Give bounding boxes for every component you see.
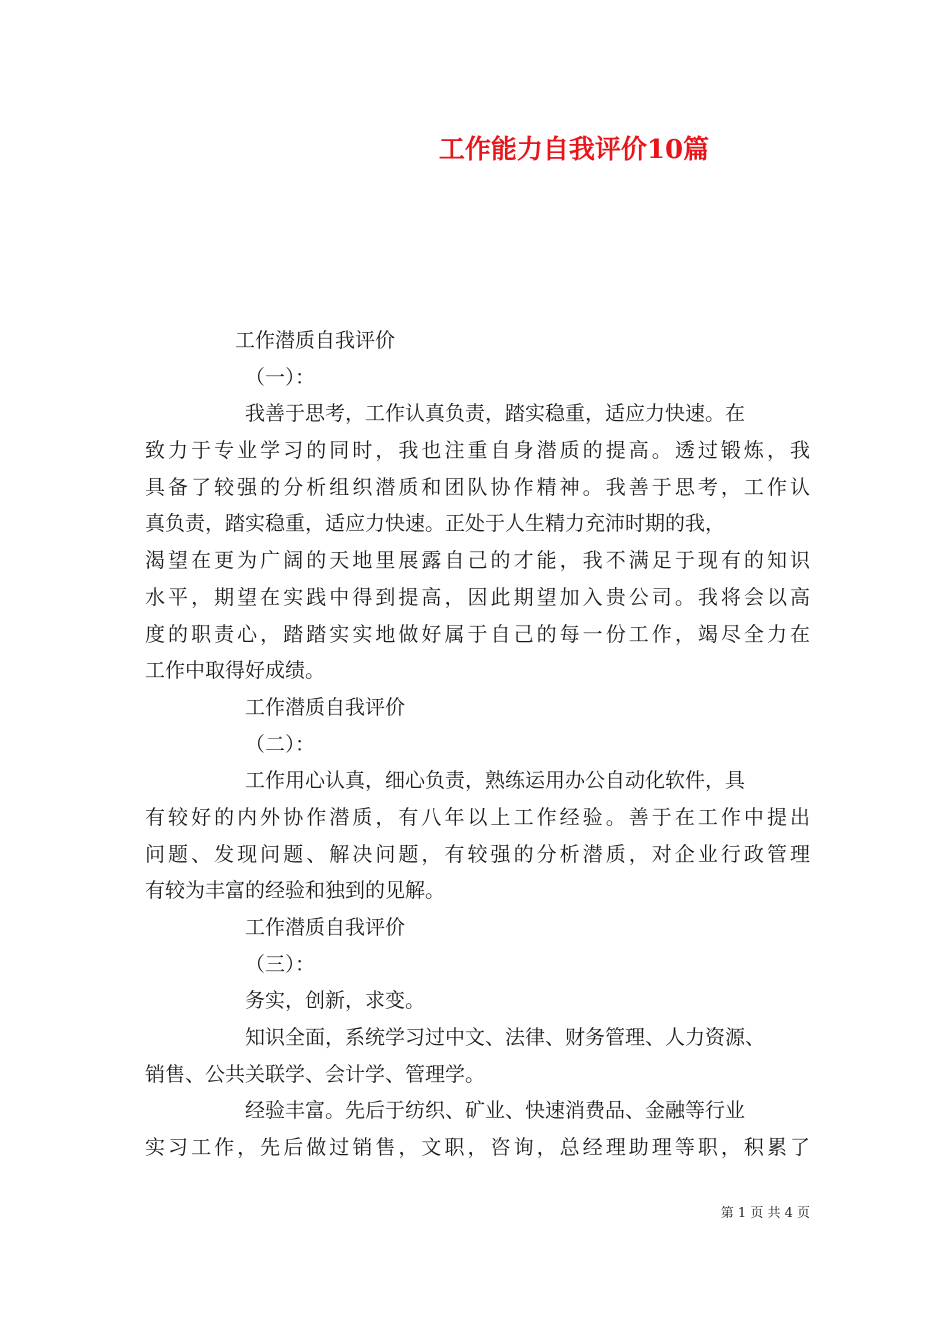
section-heading: 工作潜质自我评价 [245,694,405,719]
paragraph-line: 渴望在更为广阔的天地里展露自己的才能，我不满足于现有的知识 [145,548,810,573]
page-indicator: 第 1 页 共 4 页 [720,1206,810,1221]
paragraph-line: 销售、公共关联学、会计学、管理学。 [145,1061,485,1086]
section-number: （三）： [245,951,315,976]
paragraph-line: 真负责，踏实稳重，适应力快速。正处于人生精力充沛时期的我， [145,511,725,536]
paragraph-line: 水平，期望在实践中得到提高，因此期望加入贵公司。我将会以高 [145,584,810,609]
document-body [145,322,810,1166]
paragraph-line: 工作中取得好成绩。 [145,658,325,683]
paragraph-line: 实习工作，先后做过销售，文职，咨询，总经理助理等职，积累了 [145,1135,810,1160]
paragraph-line: 我善于思考，工作认真负责，踏实稳重，适应力快速。在 [245,401,745,426]
paragraph-line: 具备了较强的分析组织潜质和团队协作精神。我善于思考，工作认 [145,474,810,499]
paragraph-line: 经验丰富。先后于纺织、矿业、快速消费品、金融等行业 [245,1098,745,1123]
section-heading: 工作潜质自我评价 [245,915,405,939]
paragraph-line: 有较好的内外协作潜质，有八年以上工作经验。善于在工作中提出 [145,804,810,829]
paragraph-line: 知识全面，系统学习过中文、法律、财务管理、人力资源、 [245,1025,765,1050]
paragraph-line: 致力于专业学习的同时，我也注重自身潜质的提高。透过锻炼，我 [145,438,810,463]
page-title: 工作能力自我评价10篇 [438,135,710,165]
paragraph-line: 有较为丰富的经验和独到的见解。 [145,878,445,903]
paragraph-line: 度的职责心，踏踏实实地做好属于自己的每一份工作，竭尽全力在 [145,621,810,646]
paragraph-line: 工作用心认真，细心负责，熟练运用办公自动化软件，具 [245,768,745,793]
paragraph-line: 问题、发现问题、解决问题，有较强的分析潜质，对企业行政管理 [145,841,810,866]
section-number: （一）： [245,364,315,389]
paragraph-line: 务实，创新，求变。 [245,988,425,1013]
section-number: （二）： [245,731,315,756]
section-heading: 工作潜质自我评价 [235,328,395,352]
